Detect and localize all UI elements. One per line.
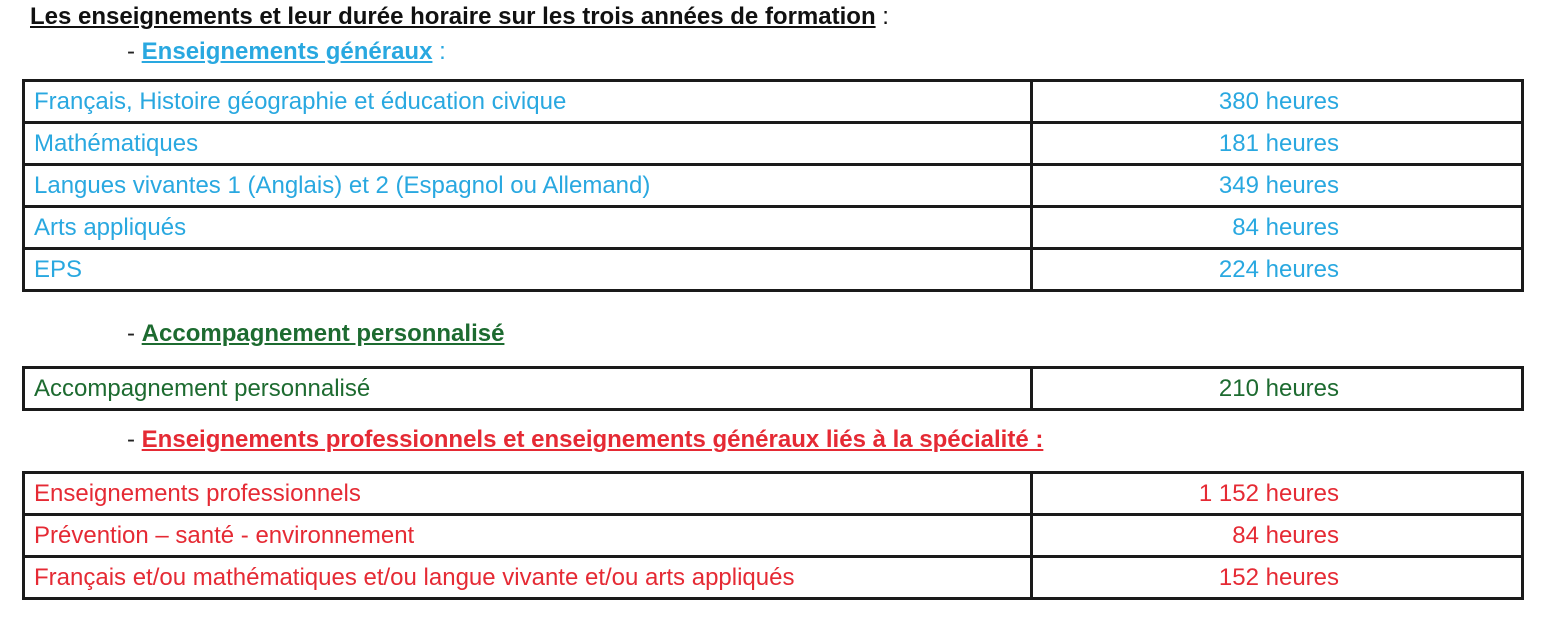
subject-cell: Arts appliqués: [24, 207, 1032, 249]
subject-cell: EPS: [24, 249, 1032, 291]
heading-suffix: :: [439, 38, 446, 65]
section-heading-professionnel: [127, 426, 1043, 454]
section-heading-accompagnement: [127, 320, 504, 348]
heading-dash: -: [127, 426, 135, 453]
subject-cell: Mathématiques: [24, 123, 1032, 165]
table-row: [24, 473, 1523, 515]
subject-cell: Français, Histoire géographie et éducation civique: [24, 81, 1032, 123]
hours-cell: 380 heures: [1032, 81, 1523, 123]
table-row: [24, 81, 1523, 123]
heading-dash: -: [127, 38, 135, 65]
table-general: [22, 79, 1524, 292]
title-suffix: :: [882, 3, 889, 30]
subject-cell: Prévention – santé - environnement: [24, 515, 1032, 557]
heading-label: Enseignements généraux: [141, 38, 433, 65]
heading-label: Accompagnement personnalisé: [141, 320, 505, 347]
heading-label: Enseignements professionnels et enseignements généraux liés à la spécialité :: [141, 426, 1044, 453]
table-accompagnement: [22, 366, 1524, 411]
table-row: [24, 249, 1523, 291]
hours-cell: 224 heures: [1032, 249, 1523, 291]
heading-dash: -: [127, 320, 135, 347]
subject-cell: Langues vivantes 1 (Anglais) et 2 (Espagnol ou Allemand): [24, 165, 1032, 207]
subject-cell: Français et/ou mathématiques et/ou langue vivante et/ou arts appliqués: [24, 557, 1032, 599]
hours-cell: 84 heures: [1032, 207, 1523, 249]
hours-cell: 349 heures: [1032, 165, 1523, 207]
table-row: [24, 368, 1523, 410]
hours-cell: 181 heures: [1032, 123, 1523, 165]
subject-cell: Accompagnement personnalisé: [24, 368, 1032, 410]
table-row: [24, 207, 1523, 249]
table-row: [24, 165, 1523, 207]
table-professionnel: [22, 471, 1524, 600]
table-row: [24, 557, 1523, 599]
hours-cell: 84 heures: [1032, 515, 1523, 557]
hours-cell: 152 heures: [1032, 557, 1523, 599]
table-row: [24, 515, 1523, 557]
section-heading-general: [127, 38, 446, 66]
table-row: [24, 123, 1523, 165]
title-text: Les enseignements et leur durée horaire sur les trois années de formation: [30, 3, 876, 30]
subject-cell: Enseignements professionnels: [24, 473, 1032, 515]
hours-cell: 1 152 heures: [1032, 473, 1523, 515]
hours-cell: 210 heures: [1032, 368, 1523, 410]
document-title: [30, 3, 889, 31]
